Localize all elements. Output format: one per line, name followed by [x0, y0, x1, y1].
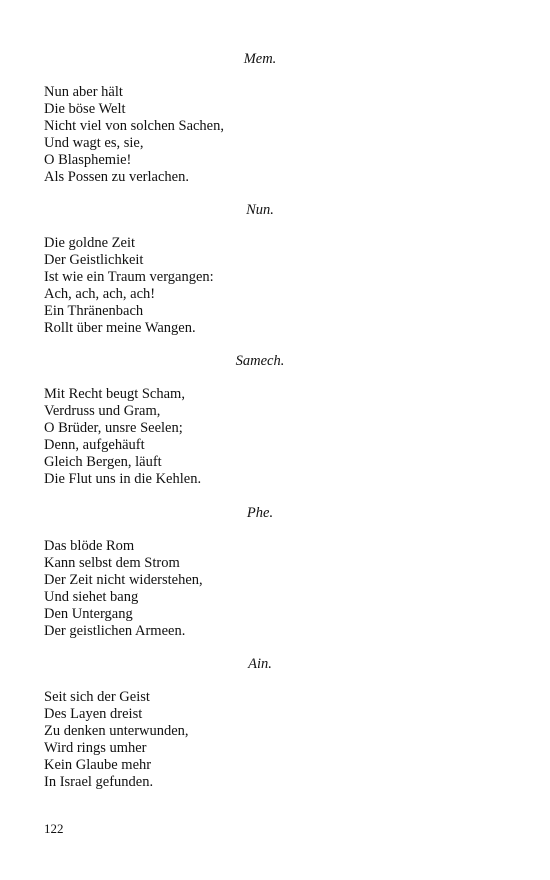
verse-line: Zu denken unterwunden, — [44, 723, 189, 739]
stanza-heading-phe: Phe. — [246, 505, 274, 521]
stanza-heading-ain: Ain. — [248, 656, 272, 672]
stanza-heading-nun: Nun. — [246, 202, 274, 218]
verse-line: Der Geistlichkeit — [44, 252, 144, 268]
verse-line: Den Untergang — [44, 606, 133, 622]
verse-line: Nun aber hält — [44, 84, 123, 100]
verse-line: Die böse Welt — [44, 101, 126, 117]
verse-line: Des Layen dreist — [44, 706, 143, 722]
stanza-mem — [44, 84, 504, 186]
stanza-nun — [44, 235, 504, 337]
verse-line: Ist wie ein Traum vergangen: — [44, 269, 214, 285]
verse-line: Als Possen zu verlachen. — [44, 169, 189, 185]
verse-line: Denn, aufgehäuft — [44, 437, 145, 453]
stanza-ain — [44, 689, 504, 791]
verse-line: Kann selbst dem Strom — [44, 555, 180, 571]
verse-line: O Blasphemie! — [44, 152, 132, 168]
verse-line: Ein Thränenbach — [44, 303, 144, 319]
page-number: 122 — [44, 821, 64, 836]
verse-line: Gleich Bergen, läuft — [44, 454, 162, 470]
stanza-samech — [44, 386, 504, 488]
verse-line: Verdruss und Gram, — [44, 403, 161, 419]
verse-line: Wird rings umher — [44, 740, 147, 756]
verse-line: Ach, ach, ach, ach! — [44, 286, 156, 302]
verse-line: Nicht viel von solchen Sachen, — [44, 118, 224, 134]
stanza-heading-samech: Samech. — [235, 353, 285, 369]
verse-line: Der Zeit nicht widerstehen, — [44, 572, 203, 588]
verse-line: Die Flut uns in die Kehlen. — [44, 471, 202, 487]
stanza-phe — [44, 538, 504, 640]
verse-line: Das blöde Rom — [44, 538, 135, 554]
verse-line: Der geistlichen Armeen. — [44, 623, 186, 639]
verse-line: Seit sich der Geist — [44, 689, 150, 705]
verse-line: Mit Recht beugt Scham, — [44, 386, 185, 402]
verse-line: In Israel gefunden. — [44, 774, 154, 790]
verse-line: O Brüder, unsre Seelen; — [44, 420, 183, 436]
verse-line: Und siehet bang — [44, 589, 139, 605]
verse-line: Rollt über meine Wangen. — [44, 320, 196, 336]
verse-line: Und wagt es, sie, — [44, 135, 144, 151]
verse-line: Kein Glaube mehr — [44, 757, 152, 773]
stanza-heading-mem: Mem. — [243, 51, 277, 67]
verse-line: Die goldne Zeit — [44, 235, 136, 251]
